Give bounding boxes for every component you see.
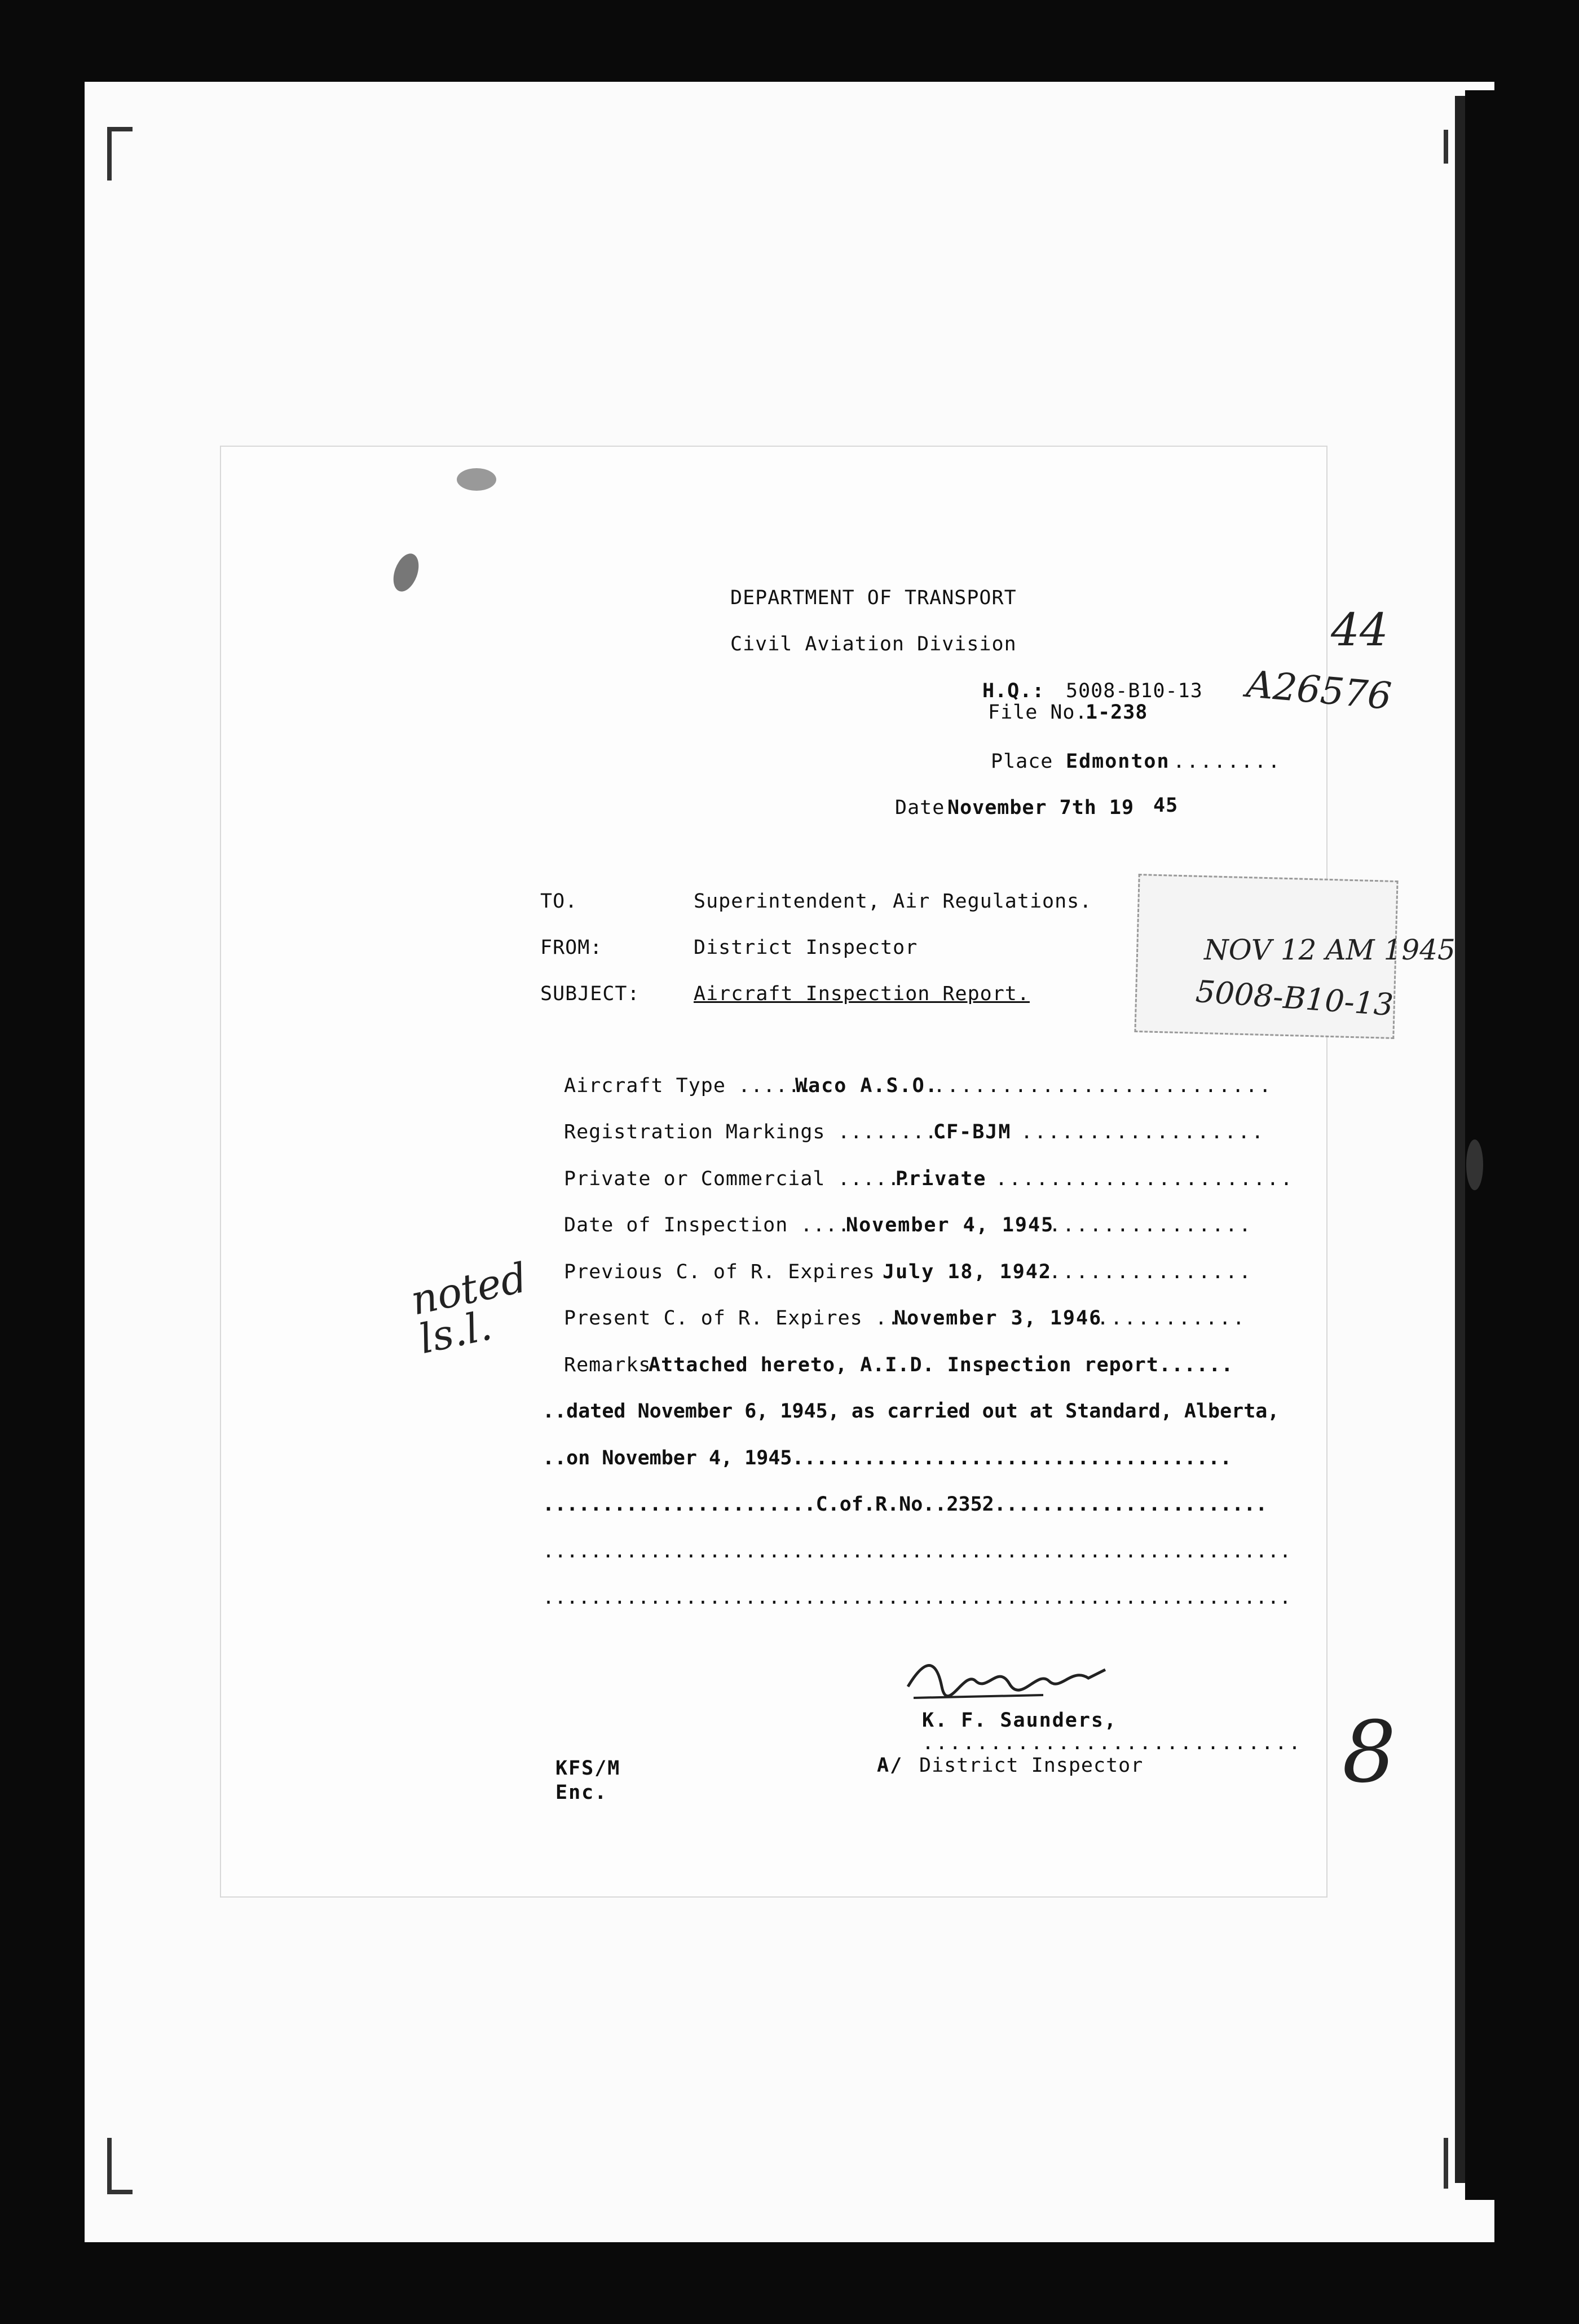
archive-number-annotation: A26576 <box>1245 662 1393 719</box>
file-value: 1-238 <box>1086 701 1148 724</box>
crop-mark-top-left-horizontal <box>107 127 133 131</box>
date-year: 45 <box>1153 794 1179 817</box>
subject-value: Aircraft Inspection Report. <box>694 983 1030 1005</box>
registration-label: Registration Markings ......... <box>564 1121 950 1143</box>
enclosure-note: Enc. <box>555 1781 608 1804</box>
to-label: TO. <box>540 890 578 913</box>
reference-initials: KFS/M <box>555 1757 621 1780</box>
subject-label: SUBJECT: <box>540 983 640 1005</box>
division-heading: Civil Aviation Division <box>730 633 1017 655</box>
inspection-date-dots: ............... <box>1049 1214 1253 1236</box>
private-commercial-label: Private or Commercial ...... <box>564 1168 913 1190</box>
remarks-line-2: ..dated November 6, 1945, as carried out at Standard, Alberta, <box>542 1400 1280 1423</box>
aircraft-type-label: Aircraft Type ...... <box>564 1075 813 1097</box>
scan-edge <box>1455 96 1465 2183</box>
stamp-file-number: 5008-B10-13 <box>1194 973 1395 1023</box>
signature-dots: ............................ <box>922 1732 1303 1754</box>
to-value: Superintendent, Air Regulations. <box>694 890 1092 913</box>
remarks-line-4: .......................C.of.R.No..2352....................... <box>542 1493 1268 1516</box>
crop-mark-bottom-left-horizontal <box>107 2190 133 2194</box>
remarks-line-1: Attached hereto, A.I.D. Inspection report...... <box>649 1354 1234 1376</box>
private-commercial-value: Private <box>896 1168 987 1190</box>
inspection-date-value: November 4, 1945 <box>846 1214 1055 1236</box>
present-cor-dots: ........... <box>1097 1307 1246 1330</box>
crop-mark-top-right <box>1444 130 1448 164</box>
crop-mark-bottom-left-vertical <box>107 2138 112 2194</box>
registration-dots: .................. <box>1021 1121 1265 1143</box>
aircraft-type-value: Waco A.S.O. <box>795 1075 938 1097</box>
remarks-label: Remarks <box>564 1354 651 1376</box>
per-mark: A/ <box>877 1754 903 1777</box>
file-label: File No. <box>988 701 1088 724</box>
smudge <box>457 468 496 491</box>
present-cor-label: Present C. of R. Expires ... <box>564 1307 913 1330</box>
date-label: Date <box>895 796 945 819</box>
stamp-date: NOV 12 AM 1945 <box>1204 934 1455 966</box>
place-value: Edmonton <box>1066 750 1170 773</box>
corner-mark: 8 <box>1342 1704 1396 1802</box>
hq-label: H.Q.: <box>982 680 1045 702</box>
signatory-name: K. F. Saunders, <box>922 1709 1118 1732</box>
private-commercial-dots: ...................... <box>995 1168 1294 1190</box>
previous-cor-dots: ............... <box>1049 1261 1253 1283</box>
margin-note: noted ls.l. <box>407 1253 531 1363</box>
signatory-title: District Inspector <box>919 1754 1144 1777</box>
remarks-line-5: ............................................................... <box>542 1540 1291 1562</box>
department-heading: DEPARTMENT OF TRANSPORT <box>730 587 1017 609</box>
place-label: Place <box>991 750 1053 773</box>
crop-mark-top-left-vertical <box>107 127 112 181</box>
aircraft-type-dots: ......................... <box>933 1075 1273 1097</box>
remarks-line-3: ..on November 4, 1945..................................... <box>542 1447 1232 1469</box>
hq-value: 5008-B10-13 <box>1066 680 1203 702</box>
remarks-line-6: ............................................................... <box>542 1586 1291 1609</box>
page-number-annotation: 44 <box>1331 604 1388 656</box>
handwritten-signature <box>902 1647 1117 1709</box>
from-label: FROM: <box>540 936 603 959</box>
crop-mark-bottom-right <box>1444 2138 1448 2189</box>
place-dots: ........ <box>1173 750 1282 773</box>
previous-cor-value: July 18, 1942 <box>883 1261 1052 1283</box>
registration-value: CF-BJM <box>933 1121 1012 1143</box>
date-value: November 7th 19 <box>947 796 1135 819</box>
from-value: District Inspector <box>694 936 918 959</box>
present-cor-value: November 3, 1946 <box>894 1307 1102 1330</box>
previous-cor-label: Previous C. of R. Expires <box>564 1261 875 1283</box>
smudge <box>1466 1139 1483 1190</box>
inspection-date-label: Date of Inspection ..... <box>564 1214 863 1236</box>
